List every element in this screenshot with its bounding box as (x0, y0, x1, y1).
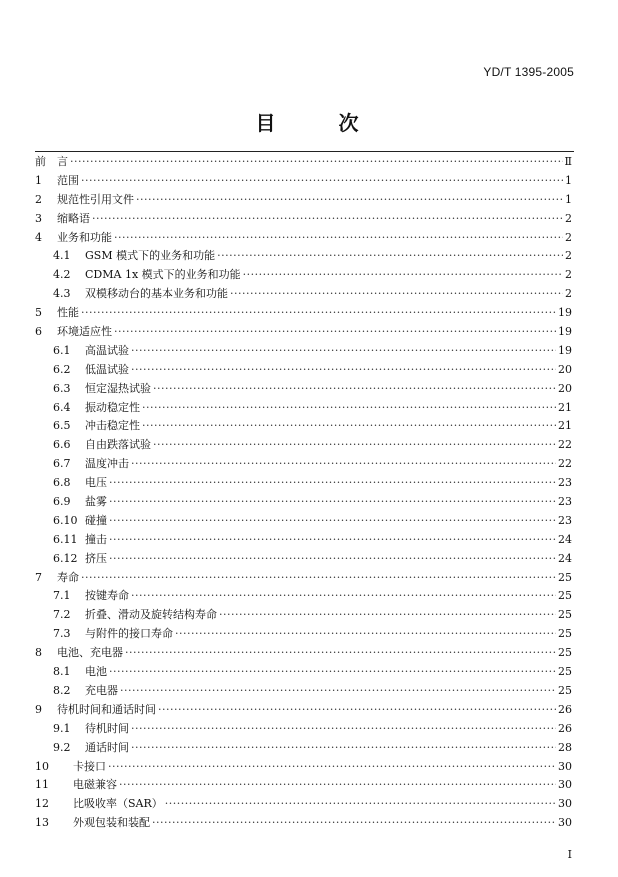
toc-entry-number: 7 (35, 570, 42, 584)
toc-entry[interactable] (35, 285, 572, 304)
toc-entry-label: 业务和功能 (57, 230, 112, 244)
toc-entry-label: 折叠、滑动及旋转结构寿命 (85, 608, 217, 622)
dot-leader (81, 569, 556, 588)
dot-leader (131, 342, 556, 361)
toc-entry[interactable] (35, 776, 572, 795)
toc-entry-number: 12 (35, 797, 49, 811)
toc-entry-number: 6.5 (53, 419, 71, 433)
toc-entry-label: 电池 (85, 665, 107, 679)
toc-entry-number: 6 (35, 325, 42, 339)
toc-entry-page: 19 (558, 343, 572, 357)
toc-entry-number: 6.9 (53, 495, 71, 509)
dot-leader (217, 247, 563, 266)
dot-leader (109, 512, 556, 531)
dot-leader (81, 304, 556, 323)
toc-entry[interactable] (35, 758, 572, 777)
toc-entry-page: 1 (565, 192, 572, 206)
toc-entry-number: 4.3 (53, 287, 71, 301)
toc-entry-label: 与附件的接口寿命 (85, 627, 173, 641)
toc-entry-number: 11 (35, 778, 49, 792)
page-title: 目 次 (255, 111, 387, 135)
toc-entry-number: 10 (35, 759, 49, 773)
toc-entry-label: GSM 模式下的业务和功能 (85, 249, 216, 263)
toc-entry-page: 30 (558, 759, 572, 773)
dot-leader (114, 229, 563, 248)
toc-entry-number: 3 (35, 211, 42, 225)
toc-entry-page: 2 (565, 211, 572, 225)
toc-entry-page: 25 (558, 627, 572, 641)
toc-entry-label: 规范性引用文件 (57, 192, 134, 206)
dot-leader (153, 380, 556, 399)
toc-entry-page: 2 (565, 268, 572, 282)
toc-entry-number: 4.1 (53, 249, 71, 263)
toc-entry-label: 挤压 (85, 551, 107, 565)
title-divider (35, 151, 574, 152)
toc-entry-number: 8.1 (53, 665, 71, 679)
toc-entry-page: 25 (558, 665, 572, 679)
toc-entry-label: 电磁兼容 (73, 778, 117, 792)
toc-entry-label: 寿命 (57, 570, 79, 584)
toc-entry[interactable] (35, 342, 572, 361)
table-of-contents (35, 153, 572, 833)
dot-leader (119, 776, 556, 795)
toc-entry-number: 7.1 (53, 589, 71, 603)
toc-entry-page: 21 (558, 400, 572, 414)
toc-entry-label: 低温试验 (85, 362, 129, 376)
toc-entry-page: Ⅱ (564, 155, 572, 168)
dot-leader (131, 739, 556, 758)
toc-entry-page: 24 (558, 551, 572, 565)
dot-leader (230, 285, 563, 304)
toc-entry-page: 22 (558, 457, 572, 471)
toc-entry-label: 范围 (57, 173, 79, 187)
toc-entry-page: 30 (558, 816, 572, 830)
dot-leader (108, 758, 556, 777)
toc-entry[interactable] (35, 172, 572, 191)
dot-leader (158, 701, 556, 720)
toc-entry-number: 5 (35, 306, 42, 320)
dot-leader (109, 474, 556, 493)
toc-entry-page: 2 (565, 249, 572, 263)
dot-leader (219, 606, 556, 625)
toc-entry[interactable] (35, 512, 572, 531)
toc-entry[interactable] (35, 247, 572, 266)
toc-entry[interactable] (35, 304, 572, 323)
toc-entry-page: 25 (558, 683, 572, 697)
toc-entry[interactable] (35, 455, 572, 474)
toc-entry-number: 6.4 (53, 400, 71, 414)
toc-entry[interactable] (35, 795, 572, 814)
toc-entry-page: 25 (558, 608, 572, 622)
toc-entry[interactable] (35, 266, 572, 285)
toc-entry-label: 卡接口 (73, 759, 106, 773)
toc-entry[interactable] (35, 644, 572, 663)
toc-entry-label: 双模移动台的基本业务和功能 (85, 287, 228, 301)
toc-entry[interactable] (35, 663, 572, 682)
toc-entry-label: 按键寿命 (85, 589, 129, 603)
toc-entry[interactable] (35, 474, 572, 493)
dot-leader (131, 361, 556, 380)
page-number: I (567, 848, 572, 861)
dot-leader (175, 625, 556, 644)
dot-leader (136, 191, 563, 210)
toc-entry-page: 25 (558, 589, 572, 603)
toc-entry-number: 6.6 (53, 438, 71, 452)
toc-entry-label: 缩略语 (57, 211, 90, 225)
dot-leader (70, 153, 563, 172)
toc-entry-label: 待机时间和通话时间 (57, 702, 156, 716)
dot-leader (152, 814, 556, 833)
toc-entry[interactable] (35, 323, 572, 342)
dot-leader (142, 417, 556, 436)
toc-entry-page: 30 (558, 778, 572, 792)
toc-entry-label: 言 (57, 155, 68, 168)
toc-entry-label: 振动稳定性 (85, 400, 140, 414)
toc-entry-page: 26 (558, 702, 572, 716)
toc-entry[interactable] (35, 569, 572, 588)
dot-leader (114, 323, 556, 342)
toc-entry-label: 温度冲击 (85, 457, 129, 471)
toc-entry-page: 21 (558, 419, 572, 433)
toc-entry-number: 6.7 (53, 457, 71, 471)
dot-leader (131, 455, 556, 474)
toc-entry[interactable] (35, 587, 572, 606)
toc-entry-number: 13 (35, 816, 49, 830)
dot-leader (109, 550, 556, 569)
toc-entry-number: 9.1 (53, 721, 71, 735)
toc-entry[interactable] (35, 153, 572, 172)
toc-entry-page: 30 (558, 797, 572, 811)
toc-entry-label: 高温试验 (85, 343, 129, 357)
toc-entry[interactable] (35, 625, 572, 644)
dot-leader (153, 436, 556, 455)
toc-entry[interactable] (35, 493, 572, 512)
dot-leader (109, 493, 556, 512)
toc-entry[interactable] (35, 550, 572, 569)
toc-entry-label: 碰撞 (85, 513, 107, 527)
toc-entry-number: 6.2 (53, 362, 71, 376)
toc-entry-number: 前 (35, 155, 46, 168)
toc-entry-label: 电池、充电器 (57, 646, 123, 660)
toc-entry-label: 电压 (85, 476, 107, 490)
toc-entry-label: 环境适应性 (57, 325, 112, 339)
toc-entry-number: 6.8 (53, 476, 71, 490)
toc-entry-label: 性能 (57, 306, 79, 320)
toc-entry-label: 外观包装和装配 (73, 816, 150, 830)
toc-entry-number: 7.2 (53, 608, 71, 622)
toc-entry-page: 20 (558, 362, 572, 376)
toc-entry-page: 19 (558, 325, 572, 339)
toc-entry-number: 6.3 (53, 381, 71, 395)
toc-entry-page: 24 (558, 532, 572, 546)
toc-entry-number: 1 (35, 173, 42, 187)
toc-entry[interactable] (35, 229, 572, 248)
toc-entry[interactable] (35, 739, 572, 758)
toc-entry-label: 盐雾 (85, 495, 107, 509)
toc-entry[interactable] (35, 682, 572, 701)
toc-entry-page: 1 (565, 173, 572, 187)
toc-entry-number: 9.2 (53, 740, 71, 754)
toc-entry[interactable] (35, 701, 572, 720)
toc-entry[interactable] (35, 606, 572, 625)
toc-entry-label: 自由跌落试验 (85, 438, 151, 452)
toc-entry-label: 通话时间 (85, 740, 129, 754)
toc-entry-label: 恒定湿热试验 (85, 381, 151, 395)
toc-entry-page: 26 (558, 721, 572, 735)
toc-entry-number: 9 (35, 702, 42, 716)
toc-entry-number: 6.11 (53, 532, 78, 546)
dot-leader (243, 266, 563, 285)
toc-entry-page: 25 (558, 570, 572, 584)
toc-entry-label: CDMA 1x 模式下的业务和功能 (85, 268, 241, 282)
toc-entry-number: 6.1 (53, 343, 71, 357)
toc-entry-number: 8.2 (53, 683, 71, 697)
toc-entry[interactable] (35, 436, 572, 455)
toc-entry-page: 19 (558, 306, 572, 320)
toc-entry-label: 待机时间 (85, 721, 129, 735)
toc-entry-number: 7.3 (53, 627, 71, 641)
dot-leader (165, 795, 556, 814)
toc-entry-page: 25 (558, 646, 572, 660)
dot-leader (109, 663, 556, 682)
toc-entry-number: 4.2 (53, 268, 71, 282)
dot-leader (92, 210, 563, 229)
dot-leader (81, 172, 563, 191)
toc-entry[interactable] (35, 814, 572, 833)
toc-entry-label: 冲击稳定性 (85, 419, 140, 433)
toc-entry[interactable] (35, 531, 572, 550)
toc-entry-page: 23 (558, 476, 572, 490)
toc-entry-number: 2 (35, 192, 42, 206)
toc-entry-number: 8 (35, 646, 42, 660)
dot-leader (142, 399, 556, 418)
toc-entry[interactable] (35, 417, 572, 436)
toc-entry-number: 6.12 (53, 551, 78, 565)
toc-entry[interactable] (35, 361, 572, 380)
toc-entry[interactable] (35, 720, 572, 739)
toc-entry-page: 2 (565, 287, 572, 301)
toc-entry-page: 20 (558, 381, 572, 395)
toc-entry-number: 4 (35, 230, 42, 244)
toc-entry-label: 充电器 (85, 683, 118, 697)
toc-entry[interactable] (35, 191, 572, 210)
dot-leader (131, 720, 556, 739)
toc-entry-page: 22 (558, 438, 572, 452)
dot-leader (131, 587, 556, 606)
toc-entry-number: 6.10 (53, 513, 78, 527)
toc-entry[interactable] (35, 380, 572, 399)
toc-entry[interactable] (35, 210, 572, 229)
toc-entry-page: 28 (558, 740, 572, 754)
dot-leader (109, 531, 556, 550)
toc-entry-label: 撞击 (85, 532, 107, 546)
toc-entry-page: 2 (565, 230, 572, 244)
toc-entry-page: 23 (558, 495, 572, 509)
toc-entry-page: 23 (558, 513, 572, 527)
dot-leader (120, 682, 556, 701)
toc-entry-label: 比吸收率（SAR） (73, 797, 163, 811)
toc-entry[interactable] (35, 399, 572, 418)
standard-code: YD/T 1395-2005 (483, 65, 574, 79)
dot-leader (125, 644, 556, 663)
